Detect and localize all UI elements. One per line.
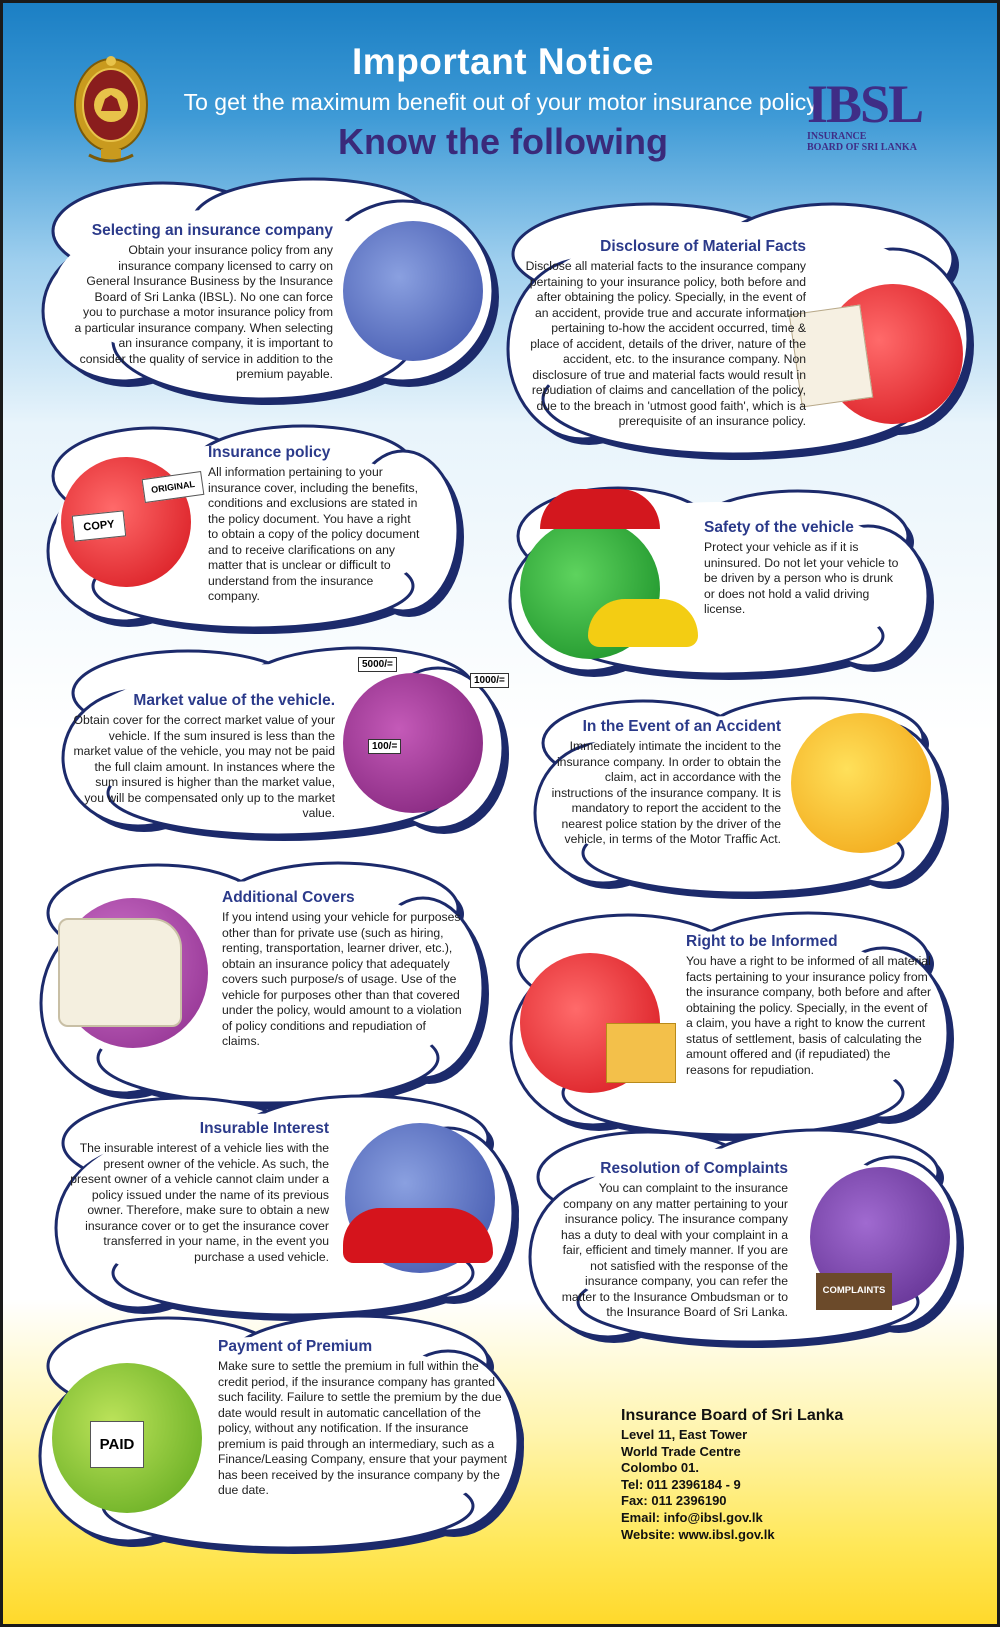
cloud-accident xyxy=(533,693,953,898)
man-with-clothes-icon xyxy=(343,673,483,813)
section-heading: Insurance policy xyxy=(208,444,331,461)
section-body: If you intend using your vehicle for purposes other than for private use (such as hiring, renting, transportation, learner driver, etc.), obtain an insurance policy that adequately covers such purpose/s of usage. Use of the vehicle for purposes other than that covered under the policy, would amount to a violation of policy conditions and repudiation of claims. xyxy=(222,910,462,1048)
section-heading: Disclosure of Material Facts xyxy=(600,238,806,255)
contact-address-line1: Level 11, East Tower xyxy=(621,1427,748,1442)
cloud-selecting-company xyxy=(43,181,498,406)
page-subtitle: To get the maximum benefit out of your motor insurance policy, xyxy=(183,89,823,115)
section-heading: Safety of the vehicle xyxy=(704,519,854,536)
price-tag-1000: 1000/= xyxy=(470,673,509,688)
cloud-resolution-complaints xyxy=(528,1127,963,1347)
paid-sign-label: PAID xyxy=(90,1421,144,1468)
cloud-disclosure xyxy=(503,199,973,461)
section-heading: Resolution of Complaints xyxy=(600,1160,788,1177)
section-body: Obtain your insurance policy from any insurance company licensed to carry on General Insurance Business by the Insurance Board of Sri Lanka (IBSL). No one can force you to purchase a motor insurance policy from a particular insurance company. When selecting an insurance company, it is important to consider the quality of service in addition to the premium payable. xyxy=(74,243,333,381)
contact-website[interactable]: Website: www.ibsl.gov.lk xyxy=(621,1526,775,1542)
section-body: You can complaint to the insurance company on any matter pertaining to your insurance policy. The insurance company has a duty to deal with your complaint in a fair, efficient and timely manner. If you are not satisfied with the response of the insurance company, you can refer the matter to the Insurance Ombudsman or to the Insurance Board of Sri Lanka. xyxy=(561,1181,788,1319)
page-title: Important Notice xyxy=(352,41,654,82)
cloud-additional-covers xyxy=(38,858,488,1108)
section-body: Obtain cover for the correct market value of your vehicle. If the sum insured is less than the market value of the vehicle, you may not be paid the full claim amount. In instances where the sum insured is higher than the market value, you will be compensated only up to the market value. xyxy=(73,713,335,820)
section-heading: Market value of the vehicle. xyxy=(133,692,335,709)
contact-address-line2: World Trade Centre xyxy=(621,1443,741,1459)
section-body: Immediately intimate the incident to the insurance company. In order to obtain the claim, act in accordance with the instructions of the insurance company. It is mandatory to report the accident to the nearest police station by the driver of the vehicle, in terms of the Motor Traffic Act. xyxy=(551,739,781,846)
section-body: Protect your vehicle as if it is uninsured. Do not let your vehicle to be driven by a person who is drunk or does not hold a valid driving license. xyxy=(704,540,899,616)
copy-label: COPY xyxy=(72,510,126,541)
cloud-payment-premium xyxy=(38,1311,528,1556)
ibsl-logo-sub2: BOARD OF SRI LANKA xyxy=(807,142,917,153)
cloud-insurance-policy xyxy=(43,421,463,633)
ibsl-logo-text: IBSL xyxy=(807,74,923,134)
red-car-icon xyxy=(343,1208,493,1263)
price-tag-100: 100/= xyxy=(368,739,401,754)
section-body: Disclose all material facts to the insurance company pertaining to your insurance policy, both before and after obtaining the policy. Specially, in the event of an accident, provide true and accurate information pertaining to-how the accident occurred, time & place of accident, details of the driver, nature of the accident, etc. to the insurance company. Non disclosure of true and material facts would result in repudiation of claims and cancellation of the policy, due to the breach in 'utmost good faith', which is a prerequisite of an insurance policy. xyxy=(525,259,806,428)
contact-tel: Tel: 011 2396184 - 9 xyxy=(621,1476,741,1492)
section-body: Make sure to settle the premium in full within the credit period, if the insurance company has granted such facility. Failure to settle the premium by the due date would result in automatic cancellation of the policy, without any notification. If the insurance premium is paid through an intermediary, such as a Finance/Leasing Company, ensure that your payment has been received by the insurance company by the due date. xyxy=(218,1359,508,1497)
cloud-right-informed xyxy=(508,908,953,1140)
section-heading: Insurable Interest xyxy=(199,1120,329,1137)
contact-email[interactable]: Email: info@ibsl.gov.lk xyxy=(621,1509,763,1525)
cloud-market-value xyxy=(58,643,513,843)
price-tag-5000: 5000/= xyxy=(358,657,397,672)
section-body: The insurable interest of a vehicle lies with the present owner of the vehicle. As such, the present owner of a vehicle cannot claim under a policy issued under the name of its previous owner. Therefore, make sure to obtain a new insurance cover or to get the insurance cover transferred in your name, in the event you purchase a used vehicle. xyxy=(70,1141,329,1264)
contact-address-line3: Colombo 01. xyxy=(621,1460,700,1476)
page-tagline: Know the following xyxy=(338,121,668,162)
complaints-box-label: COMPLAINTS xyxy=(816,1273,892,1310)
contact-org: Insurance Board of Sri Lanka xyxy=(621,1407,844,1424)
contact-fax: Fax: 011 2396190 xyxy=(621,1493,727,1509)
section-heading: Additional Covers xyxy=(222,889,355,906)
cloud-insurable-interest xyxy=(53,1093,523,1323)
contact-block xyxy=(621,1405,843,1543)
section-heading: Selecting an insurance company xyxy=(91,222,333,239)
yellow-car-icon xyxy=(588,599,698,647)
cloud-safety-vehicle xyxy=(508,481,933,681)
section-heading: Payment of Premium xyxy=(218,1338,373,1355)
ibsl-logo xyxy=(807,74,937,153)
original-label: ORIGINAL xyxy=(142,471,205,503)
section-heading: In the Event of an Accident xyxy=(582,718,781,735)
section-body: All information pertaining to your insurance cover, including the benefits, conditions and exclusions are stated in the policy document. You have a right to obtain a copy of the policy document and to receive clarifications on any matter that is unclear or difficult to understand from the insurance company. xyxy=(208,465,420,603)
folder-icon xyxy=(606,1023,676,1083)
man-with-phone-icon xyxy=(791,713,931,853)
section-body: You have a right to be informed of all material facts pertaining to your insurance policy from the insurance company, both before and after obtaining the policy. Specially, in the event of a claim, you have a right to know the current status of settlement, basis of calculating the amount offered and (if repudiated) the reasons for repudiation. xyxy=(686,954,932,1077)
red-umbrella-icon xyxy=(540,489,660,529)
white-van-icon xyxy=(58,918,182,1027)
section-heading: Right to be Informed xyxy=(686,933,838,950)
ibsl-logo-sub1: INSURANCE xyxy=(807,131,867,142)
man-with-apple-icon xyxy=(343,221,483,361)
